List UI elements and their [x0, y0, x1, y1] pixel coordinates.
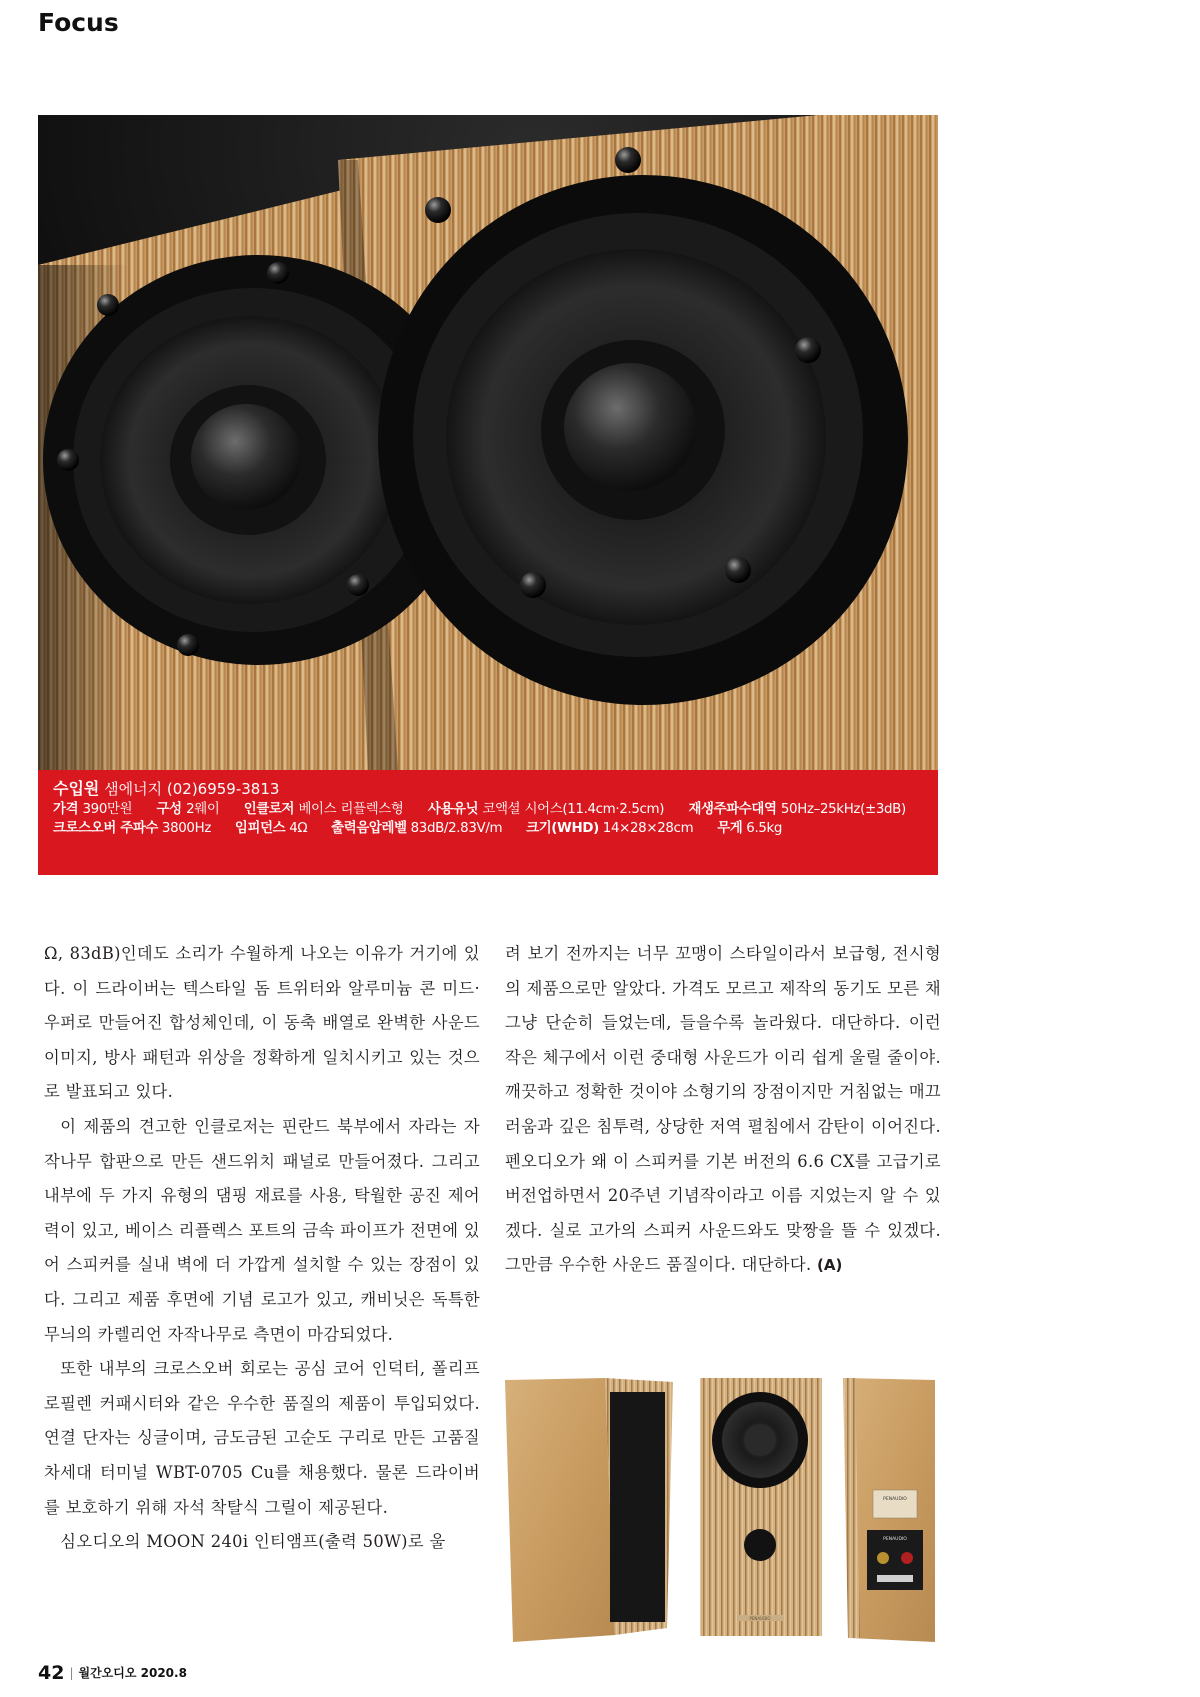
spec-lines — [53, 800, 926, 838]
spec-spl: 출력음압레벨 83dB/2.83V/m — [331, 821, 503, 836]
front-badge: PENAUDIO — [749, 1616, 771, 1621]
page-number: 42 — [38, 1662, 65, 1684]
article-column-left — [44, 937, 480, 1560]
spec-importer — [53, 778, 926, 800]
paragraph — [505, 937, 941, 1283]
spec-size: 크기(WHD) 14×28×28cm — [526, 821, 694, 836]
paragraph: Ω, 83dB)인데도 소리가 수월하게 나오는 이유가 거기에 있다. 이 드라이버는 텍스타일 돔 트위터와 알루미늄 콘 미드·우퍼로 만들어진 합성체인데, 이 동축 배열로 완벽한 사운드 이미지, 방사 패턴과 위상을 정확하게 일치시키고 있는 것으로 발표되고 있다. — [44, 944, 480, 1102]
importer-value: 샘에너지 (02)6959-3813 — [104, 780, 280, 798]
end-mark-icon: (A) — [817, 1256, 843, 1275]
spec-enclosure: 인클로저 베이스 리플렉스형 — [243, 802, 404, 817]
spec-units: 사용유닛 코액셜 시어스(11.4cm·2.5cm) — [427, 802, 665, 817]
paragraph: 심오디오의 MOON 240i 인티앰프(출력 50W)로 울 — [60, 1532, 446, 1552]
spec-frequency: 재생주파수대역 50Hz–25kHz(±3dB) — [688, 802, 906, 817]
spec-box — [38, 770, 938, 875]
spec-impedance: 임피던스 4Ω — [234, 821, 308, 836]
article-column-right — [505, 937, 941, 1283]
paragraph: 이 제품의 견고한 인클로저는 핀란드 북부에서 자라는 자작나무 합판으로 만든 샌드위치 패널로 만들어졌다. 그리고 내부에 두 가지 유형의 댐핑 재료를 사용, 탁월한 공진 제어력이 있고, 베이스 리플렉스 포트의 금속 파이프가 전면에 있어 스피커를 실내 벽에 더 가깝게 설치할 수 있는 장점이 있다. 그리고 제품 후면에 기념 로고가 있고, 캐비닛은 독특한 무늬의 카렐리언 자작나무로 측면이 마감되었다. — [44, 1116, 480, 1344]
product-photo — [505, 1370, 935, 1650]
section-label: Focus — [38, 8, 119, 37]
paragraph-text: 려 보기 전까지는 너무 꼬맹이 스타일이라서 보급형, 전시형의 제품으로만 알았다. 가격도 모르고 제작의 동기도 모른 채 그냥 단순히 들었는데, 들을수록 놀라웠다. 대단하다. 이런 작은 체구에서 이런 중대형 사운드가 이리 쉽게 울릴 줄이야. 깨끗하고 정확한 것이야 소형기의 장점이지만 거침없는 매끄러움과 깊은 침투력, 상당한 저역 펼침에서 감탄이 이어진다. 펜오디오가 왜 이 스피커를 기본 버전의 6.6 CX를 고급기로 버전업하면서 20주년 기념작이라고 이름 지었는지 알 수 있겠다. 실로 고가의 스피커 사운드와도 맞짱을 뜰 수 있겠다. 그만큼 우수한 사운드 품질이다. 대단하다. — [505, 944, 941, 1275]
back-badge-1: PENAUDIO — [883, 1497, 907, 1502]
importer-label: 수입원 — [53, 779, 100, 798]
footer-divider: | — [69, 1666, 74, 1680]
spec-config: 구성 2웨이 — [156, 802, 220, 817]
page-footer — [38, 1662, 187, 1684]
magazine-issue: 월간오디오 2020.8 — [78, 1666, 187, 1680]
spec-weight: 무게 6.5kg — [717, 821, 783, 836]
paragraph: 또한 내부의 크로스오버 회로는 공심 코어 인덕터, 폴리프로필렌 커패시터와 같은 우수한 품질의 제품이 투입되었다. 연결 단자는 싱글이며, 금도금된 고순도 구리로 만든 고품질 차세대 터미널 WBT-0705 Cu를 채용했다. 물론 드라이버를 보호하기 위해 자석 착탈식 그릴이 제공된다. — [44, 1359, 480, 1517]
spec-price: 가격 390만원 — [53, 802, 133, 817]
spec-crossover: 크로스오버 주파수 3800Hz — [53, 821, 211, 836]
back-badge-2: PENAUDIO — [883, 1537, 907, 1542]
hero-photo — [38, 115, 938, 770]
